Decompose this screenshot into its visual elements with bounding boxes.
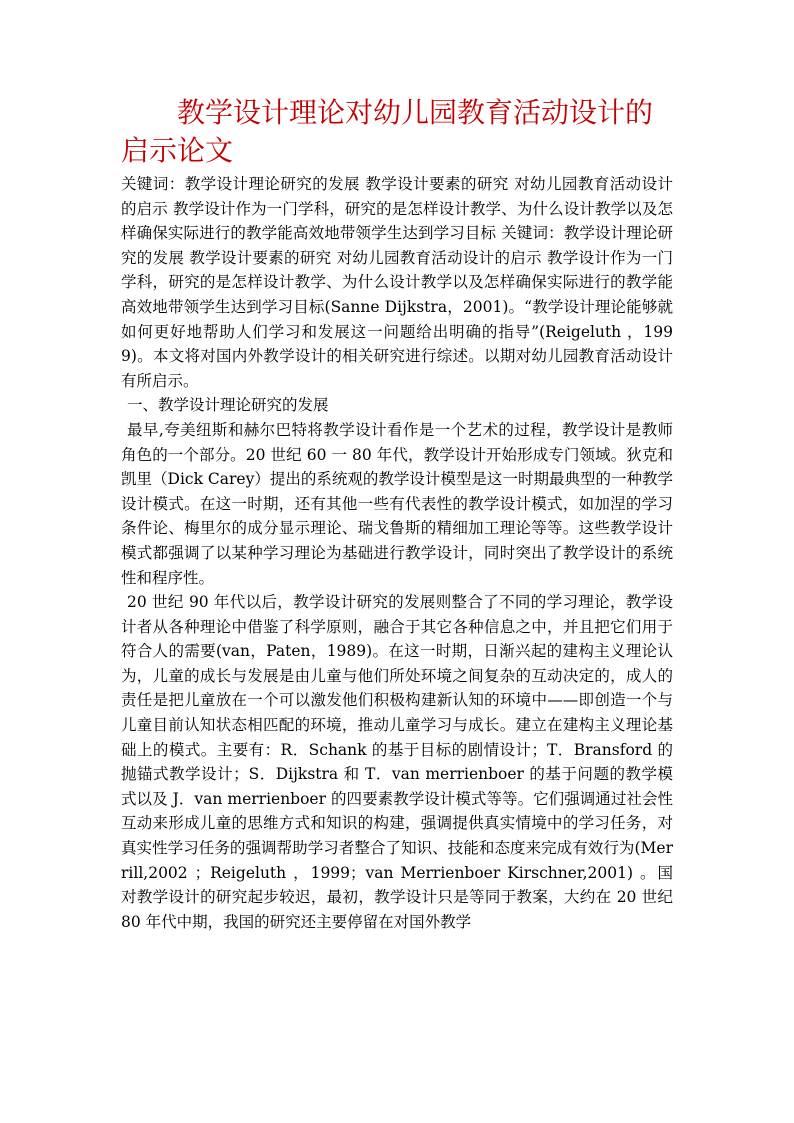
- body-paragraph: 最早,夸美纽斯和赫尔巴特将教学设计看作是一个艺术的过程，教学设计是教师角色的一个部分。20 世纪 60 一 80 年代，教学设计开始形成专门领域。狄克和凯里（Dick Carey）提出的系统观的教学设计模型是这一时期最典型的一种教学设计模式。在这一时期，还有其他一些有代表性的教学设计模式，如加涅的学习条件论、梅里尔的成分显示理论、瑞戈鲁斯的精细加工理论等等。这些教学设计模式都强调了以某种学习理论为基础进行教学设计，同时突出了教学设计的系统性和程序性。: [121, 420, 673, 587]
- section-heading: 一、教学设计理论研究的发展: [127, 396, 329, 415]
- keywords-paragraph: 关键词：教学设计理论研究的发展 教学设计要素的研究 对幼儿园教育活动设计的启示 教学设计作为一门学科，研究的是怎样设计教学、为什么设计教学以及怎样确保实际进行的教学能高效地带领学生达到学习目标 关键词：教学设计理论研究的发展 教学设计要素的研究 对幼儿园教育活动设计的启示 教学设计作为一门学科，研究的是怎样设计教学、为什么设计教学以及怎样确保实际进行的教学能高效地带领学生达到学习目标(Sanne Dijkstra，2001)。“教学设计理论能够就如何更好地帮助人们学习和发展这一问题给出明确的指导”(Reigeluth ，1999)。本文将对国内外教学设计的相关研究进行综述。以期对幼儿园教育活动设计有所启示。: [121, 175, 673, 390]
- document-title: 教学设计理论对幼儿园教育活动设计的启示论文: [121, 96, 654, 167]
- body-paragraph: 20 世纪 90 年代以后，教学设计研究的发展则整合了不同的学习理论，教学设计者从各种理论中借鉴了科学原则，融合于其它各种信息之中，并且把它们用于符合人的需要(van，Paten，1989)。在这一时期，日渐兴起的建构主义理论认为，儿童的成长与发展是由儿童与他们所处环境之间复杂的互动决定的，成人的责任是把儿童放在一个可以激发他们积极构建新认知的环境中——即创造一个与儿童目前认知状态相匹配的环境，推动儿童学习与成长。建立在建构主义理论基础上的模式。主要有：R．Schank 的基于目标的剧情设计；T．Bransford 的抛锚式教学设计；S．Dijkstra 和 T．van merrienboer 的基于问题的教学模式以及 J．van merrienboer 的四要素教学设计模式等等。它们强调通过社会性互动来形成儿童的思维方式和知识的构建，强调提供真实情境中的学习任务，对真实性学习任务的强调帮助学习者整合了知识、技能和态度来完成有效行为(Merrill,2002 ；Reigeluth ，1999；van Merrienboer Kirschner,2001) 。国对教学设计的研究起步较迟，最初，教学设计只是等同于教案，大约在 20 世纪 80 年代中期，我国的研究还主要停留在对国外教学: [121, 593, 673, 931]
- document-body: [121, 172, 673, 934]
- document-content: [121, 94, 673, 934]
